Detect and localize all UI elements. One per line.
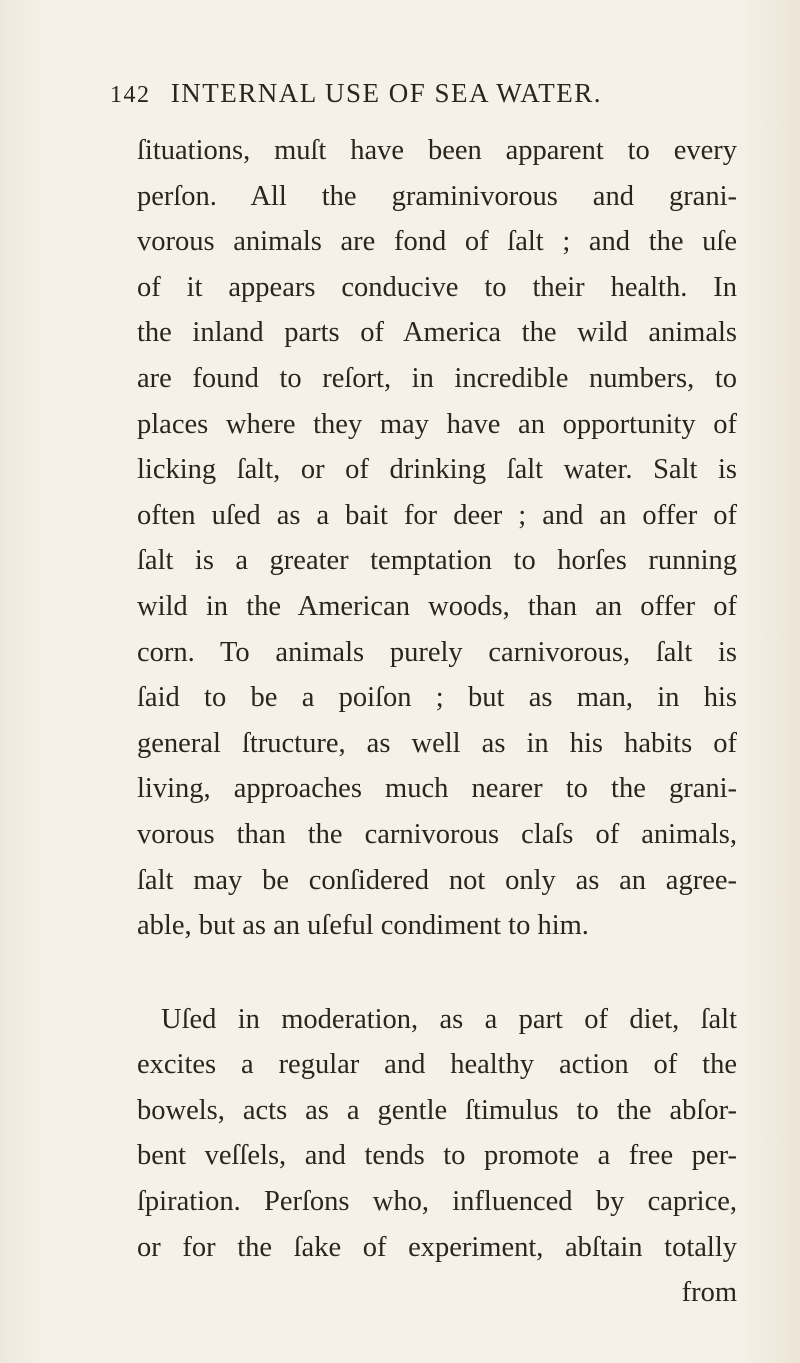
text-line: places where they may have an opportunity of [137, 408, 737, 440]
paragraph-gap [137, 949, 737, 997]
running-title: INTERNAL USE OF SEA WATER. [170, 78, 603, 108]
text-line: bent veſſels, and tends to promote a free per- [137, 1140, 737, 1172]
text-line: vorous animals are fond of ſalt ; and the uſe [137, 226, 737, 258]
paragraph-1 [137, 128, 737, 949]
text-line: perſon. All the graminivorous and grani- [137, 180, 737, 212]
text-line: ſalt is a greater temptation to horſes running [137, 545, 737, 577]
text-line: bowels, acts as a gentle ſtimulus to the abſor- [137, 1094, 737, 1126]
text-line: Uſed in moderation, as a part of diet, ſalt [161, 1003, 737, 1035]
text-line: of it appears conducive to their health. In [137, 271, 737, 303]
text-line: ſalt may be conſidered not only as an agree- [137, 864, 737, 896]
text-line: general ſtructure, as well as in his habits of [137, 727, 737, 759]
text-line: ſituations, muſt have been apparent to every [137, 135, 737, 166]
text-line: able, but as an uſeful condiment to him. [137, 910, 589, 942]
paragraph-2 [137, 997, 737, 1316]
text-line: the inland parts of America the wild animals [137, 317, 737, 349]
text-line: excites a regular and healthy action of the [137, 1049, 737, 1081]
text-line: licking ſalt, or of drinking ſalt water. Salt is [137, 454, 737, 486]
text-line: are found to reſort, in incredible numbers, to [137, 362, 737, 394]
running-header [110, 78, 710, 109]
text-line: often uſed as a bait for deer ; and an offer of [137, 499, 737, 531]
text-line: or for the ſake of experiment, abſtain totally [137, 1231, 737, 1263]
text-line: wild in the American woods, than an offer of [137, 590, 737, 622]
text-line: ſpiration. Perſons who, influenced by caprice, [137, 1186, 737, 1218]
page-number: 142 [110, 82, 151, 108]
text-line: ſaid to be a poiſon ; but as man, in his [137, 682, 737, 714]
text-line: living, approaches much nearer to the grani- [137, 773, 737, 805]
text-line: vorous than the carnivorous claſs of animals, [137, 818, 737, 850]
text-line: corn. To animals purely carnivorous, ſalt is [137, 636, 737, 668]
catchword: from [681, 1277, 737, 1309]
page-body [137, 128, 737, 1316]
